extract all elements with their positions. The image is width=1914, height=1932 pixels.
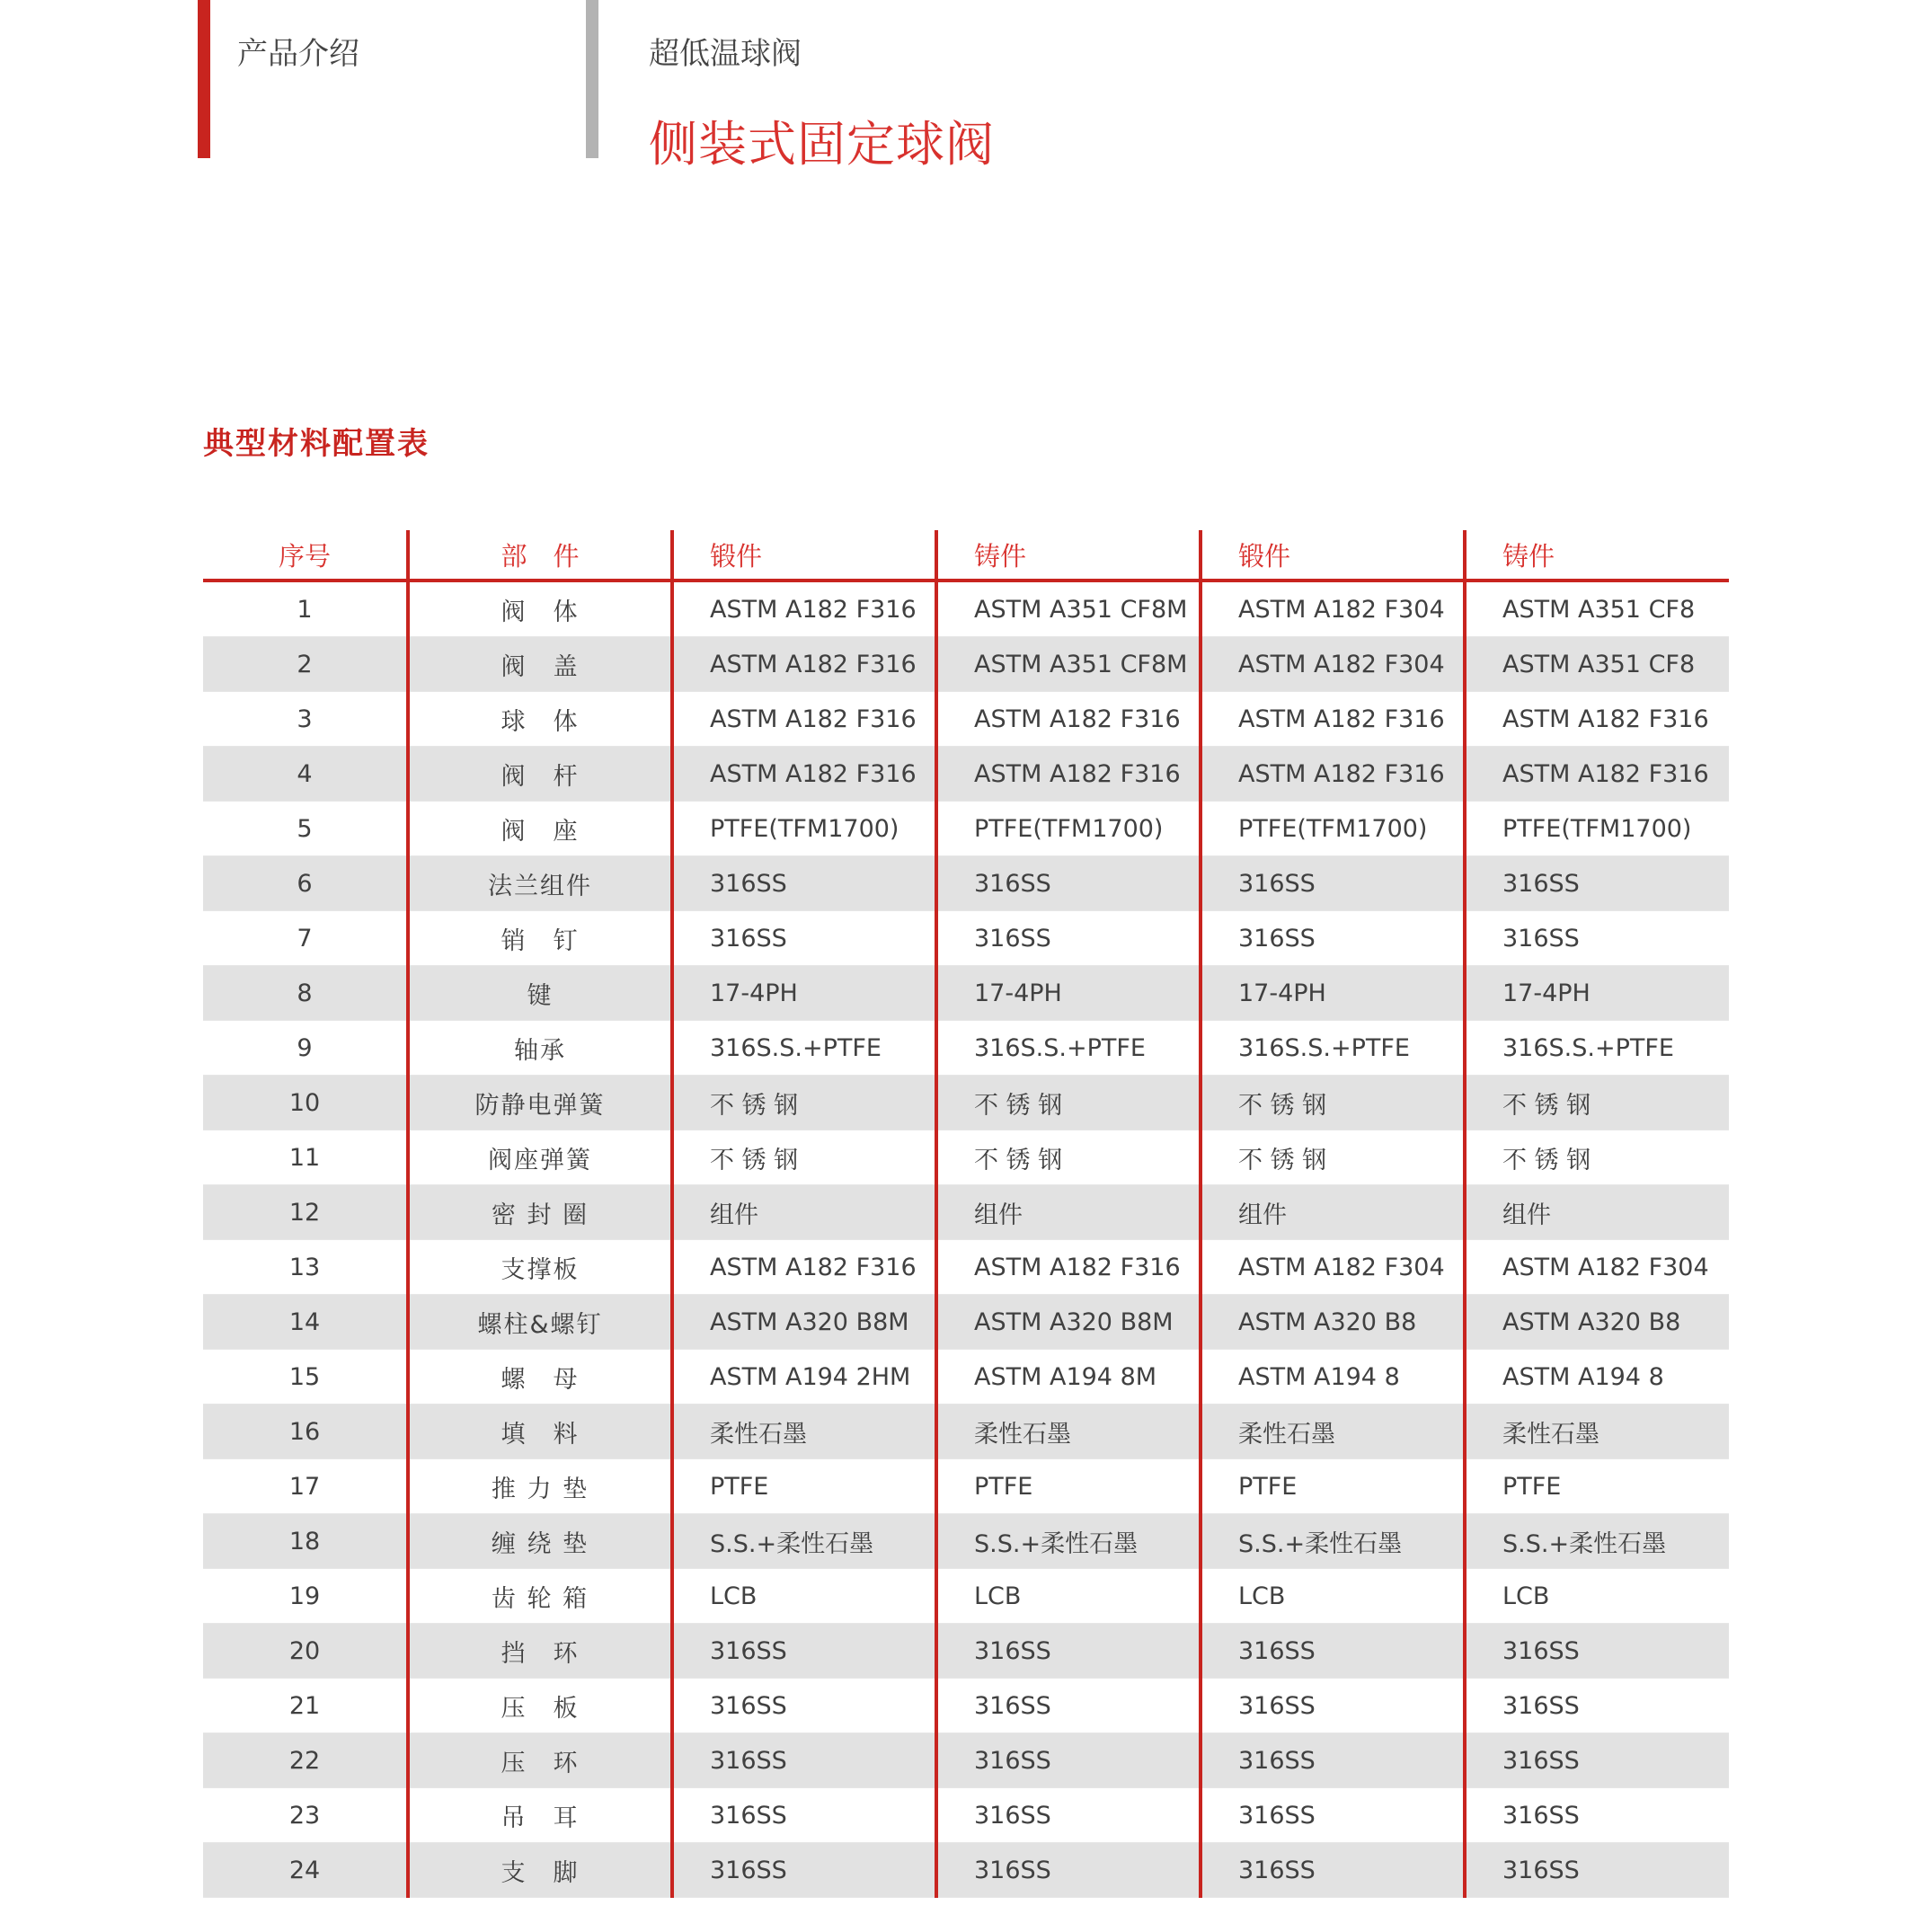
cell-forged-2: ASTM A182 F304: [1201, 580, 1465, 637]
table-row: [203, 1624, 1729, 1679]
cell-cast-2: ASTM A351 CF8: [1465, 637, 1729, 692]
table-row: [203, 747, 1729, 802]
table-row: [203, 1350, 1729, 1405]
header-index: 序号: [203, 530, 408, 580]
cell-forged-1: ASTM A182 F316: [672, 747, 936, 802]
cell-cast-2: 316S.S.+PTFE: [1465, 1021, 1729, 1076]
table-title: 典型材料配置表: [203, 426, 430, 462]
cell-cast-2: 316SS: [1465, 1679, 1729, 1733]
cell-forged-2: S.S.+柔性石墨: [1201, 1514, 1465, 1569]
header-part: 部 件: [408, 530, 672, 580]
cell-forged-1: 不 锈 钢: [672, 1130, 936, 1185]
cell-cast-2: ASTM A320 B8: [1465, 1295, 1729, 1350]
cell-part: 阀 盖: [408, 637, 672, 692]
cell-cast-1: 17-4PH: [936, 966, 1201, 1021]
cell-forged-2: PTFE: [1201, 1459, 1465, 1514]
table-row: [203, 802, 1729, 856]
cell-forged-2: ASTM A194 8: [1201, 1350, 1465, 1405]
cell-cast-1: PTFE: [936, 1459, 1201, 1514]
cell-index: 10: [203, 1076, 408, 1130]
table-row: [203, 1459, 1729, 1514]
cell-forged-1: 17-4PH: [672, 966, 936, 1021]
cell-cast-2: 316SS: [1465, 1624, 1729, 1679]
cell-part: 压 板: [408, 1679, 672, 1733]
cell-cast-1: 不 锈 钢: [936, 1076, 1201, 1130]
cell-forged-1: 316SS: [672, 1843, 936, 1898]
table-row: [203, 1514, 1729, 1569]
cell-cast-1: 316SS: [936, 1624, 1201, 1679]
series-label: 超低温球阀: [649, 36, 802, 72]
cell-index: 5: [203, 802, 408, 856]
cell-cast-1: 不 锈 钢: [936, 1130, 1201, 1185]
cell-forged-1: PTFE: [672, 1459, 936, 1514]
cell-index: 12: [203, 1185, 408, 1240]
cell-cast-1: PTFE(TFM1700): [936, 802, 1201, 856]
table-header-row: [203, 530, 1729, 580]
cell-forged-1: ASTM A320 B8M: [672, 1295, 936, 1350]
cell-part: 齿 轮 箱: [408, 1569, 672, 1624]
header-forged-1: 锻件: [672, 530, 936, 580]
cell-part: 销 钉: [408, 911, 672, 966]
cell-cast-2: S.S.+柔性石墨: [1465, 1514, 1729, 1569]
cell-cast-2: 不 锈 钢: [1465, 1076, 1729, 1130]
cell-part: 挡 环: [408, 1624, 672, 1679]
table-row: [203, 1788, 1729, 1843]
cell-part: 键: [408, 966, 672, 1021]
cell-forged-2: 不 锈 钢: [1201, 1076, 1465, 1130]
cell-forged-2: ASTM A182 F316: [1201, 692, 1465, 747]
cell-forged-2: PTFE(TFM1700): [1201, 802, 1465, 856]
cell-forged-1: 316SS: [672, 911, 936, 966]
cell-part: 缠 绕 垫: [408, 1514, 672, 1569]
table-row: [203, 1295, 1729, 1350]
cell-forged-1: ASTM A182 F316: [672, 1240, 936, 1295]
table-row: [203, 911, 1729, 966]
cell-index: 14: [203, 1295, 408, 1350]
cell-part: 推 力 垫: [408, 1459, 672, 1514]
cell-forged-1: 316SS: [672, 1679, 936, 1733]
cell-cast-1: ASTM A182 F316: [936, 1240, 1201, 1295]
cell-cast-1: ASTM A182 F316: [936, 692, 1201, 747]
cell-forged-2: ASTM A182 F304: [1201, 637, 1465, 692]
section-label: 产品介绍: [237, 36, 359, 72]
cell-part: 螺 母: [408, 1350, 672, 1405]
cell-cast-1: 316SS: [936, 1679, 1201, 1733]
cell-cast-1: ASTM A194 8M: [936, 1350, 1201, 1405]
cell-index: 6: [203, 856, 408, 911]
cell-cast-1: 316SS: [936, 1788, 1201, 1843]
accent-bar-gray: [586, 0, 598, 158]
cell-cast-2: 316SS: [1465, 856, 1729, 911]
cell-part: 密 封 圈: [408, 1185, 672, 1240]
cell-part: 阀座弹簧: [408, 1130, 672, 1185]
cell-forged-2: 316SS: [1201, 1843, 1465, 1898]
cell-forged-2: 不 锈 钢: [1201, 1130, 1465, 1185]
cell-cast-1: 316S.S.+PTFE: [936, 1021, 1201, 1076]
product-title: 侧装式固定球阀: [649, 116, 995, 173]
cell-forged-1: ASTM A182 F316: [672, 580, 936, 637]
cell-index: 23: [203, 1788, 408, 1843]
cell-forged-1: 组件: [672, 1185, 936, 1240]
table-row: [203, 856, 1729, 911]
cell-forged-2: 316SS: [1201, 856, 1465, 911]
cell-forged-2: 17-4PH: [1201, 966, 1465, 1021]
cell-index: 22: [203, 1733, 408, 1788]
accent-bar-red: [198, 0, 210, 158]
cell-forged-2: 316SS: [1201, 1624, 1465, 1679]
cell-forged-1: 316SS: [672, 1788, 936, 1843]
cell-forged-1: 柔性石墨: [672, 1405, 936, 1459]
cell-cast-2: 不 锈 钢: [1465, 1130, 1729, 1185]
cell-forged-1: ASTM A182 F316: [672, 637, 936, 692]
cell-index: 9: [203, 1021, 408, 1076]
cell-cast-1: ASTM A182 F316: [936, 747, 1201, 802]
cell-index: 21: [203, 1679, 408, 1733]
table-row: [203, 1076, 1729, 1130]
cell-cast-1: LCB: [936, 1569, 1201, 1624]
header-cast-1: 铸件: [936, 530, 1201, 580]
cell-forged-1: ASTM A194 2HM: [672, 1350, 936, 1405]
cell-forged-2: ASTM A320 B8: [1201, 1295, 1465, 1350]
materials-table: [203, 530, 1729, 1898]
cell-forged-2: 316SS: [1201, 1788, 1465, 1843]
cell-index: 16: [203, 1405, 408, 1459]
cell-cast-2: PTFE: [1465, 1459, 1729, 1514]
cell-cast-2: ASTM A182 F304: [1465, 1240, 1729, 1295]
cell-forged-1: 不 锈 钢: [672, 1076, 936, 1130]
cell-cast-2: LCB: [1465, 1569, 1729, 1624]
cell-cast-2: 316SS: [1465, 911, 1729, 966]
table-row: [203, 637, 1729, 692]
cell-forged-2: 柔性石墨: [1201, 1405, 1465, 1459]
cell-forged-1: 316SS: [672, 1733, 936, 1788]
cell-cast-2: ASTM A194 8: [1465, 1350, 1729, 1405]
cell-index: 11: [203, 1130, 408, 1185]
cell-part: 防静电弹簧: [408, 1076, 672, 1130]
cell-index: 1: [203, 580, 408, 637]
cell-forged-2: ASTM A182 F304: [1201, 1240, 1465, 1295]
cell-cast-2: 316SS: [1465, 1843, 1729, 1898]
cell-index: 19: [203, 1569, 408, 1624]
cell-cast-1: 316SS: [936, 1733, 1201, 1788]
cell-part: 球 体: [408, 692, 672, 747]
table-row: [203, 1185, 1729, 1240]
cell-forged-1: LCB: [672, 1569, 936, 1624]
cell-cast-2: 316SS: [1465, 1788, 1729, 1843]
cell-forged-2: 316S.S.+PTFE: [1201, 1021, 1465, 1076]
table-row: [203, 692, 1729, 747]
cell-cast-2: ASTM A182 F316: [1465, 692, 1729, 747]
cell-index: 17: [203, 1459, 408, 1514]
cell-forged-2: 316SS: [1201, 1679, 1465, 1733]
table-row: [203, 1240, 1729, 1295]
cell-part: 支 脚: [408, 1843, 672, 1898]
cell-index: 4: [203, 747, 408, 802]
cell-cast-1: ASTM A320 B8M: [936, 1295, 1201, 1350]
table-row: [203, 1569, 1729, 1624]
cell-cast-1: ASTM A351 CF8M: [936, 580, 1201, 637]
table-row: [203, 1405, 1729, 1459]
cell-index: 13: [203, 1240, 408, 1295]
cell-part: 支撑板: [408, 1240, 672, 1295]
cell-cast-1: 柔性石墨: [936, 1405, 1201, 1459]
cell-cast-1: 316SS: [936, 911, 1201, 966]
header-cast-2: 铸件: [1465, 530, 1729, 580]
cell-part: 轴承: [408, 1021, 672, 1076]
cell-index: 18: [203, 1514, 408, 1569]
cell-cast-1: 316SS: [936, 1843, 1201, 1898]
table-row: [203, 1679, 1729, 1733]
cell-forged-2: 316SS: [1201, 1733, 1465, 1788]
cell-forged-2: LCB: [1201, 1569, 1465, 1624]
cell-part: 螺柱&螺钉: [408, 1295, 672, 1350]
cell-cast-2: 316SS: [1465, 1733, 1729, 1788]
table-row: [203, 1021, 1729, 1076]
cell-forged-2: 组件: [1201, 1185, 1465, 1240]
cell-index: 15: [203, 1350, 408, 1405]
cell-cast-1: 组件: [936, 1185, 1201, 1240]
cell-forged-1: ASTM A182 F316: [672, 692, 936, 747]
cell-part: 填 料: [408, 1405, 672, 1459]
cell-forged-1: 316SS: [672, 1624, 936, 1679]
cell-cast-1: S.S.+柔性石墨: [936, 1514, 1201, 1569]
cell-part: 阀 体: [408, 580, 672, 637]
cell-part: 阀 座: [408, 802, 672, 856]
cell-forged-1: 316S.S.+PTFE: [672, 1021, 936, 1076]
cell-index: 7: [203, 911, 408, 966]
cell-part: 吊 耳: [408, 1788, 672, 1843]
cell-cast-2: PTFE(TFM1700): [1465, 802, 1729, 856]
table-row: [203, 1843, 1729, 1898]
cell-cast-1: ASTM A351 CF8M: [936, 637, 1201, 692]
cell-forged-1: S.S.+柔性石墨: [672, 1514, 936, 1569]
cell-cast-2: ASTM A351 CF8: [1465, 580, 1729, 637]
cell-forged-1: PTFE(TFM1700): [672, 802, 936, 856]
table-row: [203, 1733, 1729, 1788]
cell-index: 20: [203, 1624, 408, 1679]
cell-part: 阀 杆: [408, 747, 672, 802]
cell-index: 8: [203, 966, 408, 1021]
header-forged-2: 锻件: [1201, 530, 1465, 580]
cell-cast-1: 316SS: [936, 856, 1201, 911]
table-row: [203, 966, 1729, 1021]
cell-part: 压 环: [408, 1733, 672, 1788]
cell-cast-2: 柔性石墨: [1465, 1405, 1729, 1459]
cell-index: 3: [203, 692, 408, 747]
table-row: [203, 1130, 1729, 1185]
cell-forged-2: 316SS: [1201, 911, 1465, 966]
cell-cast-2: ASTM A182 F316: [1465, 747, 1729, 802]
cell-forged-1: 316SS: [672, 856, 936, 911]
table-row: [203, 580, 1729, 637]
cell-index: 24: [203, 1843, 408, 1898]
cell-index: 2: [203, 637, 408, 692]
cell-cast-2: 组件: [1465, 1185, 1729, 1240]
cell-cast-2: 17-4PH: [1465, 966, 1729, 1021]
cell-part: 法兰组件: [408, 856, 672, 911]
cell-forged-2: ASTM A182 F316: [1201, 747, 1465, 802]
